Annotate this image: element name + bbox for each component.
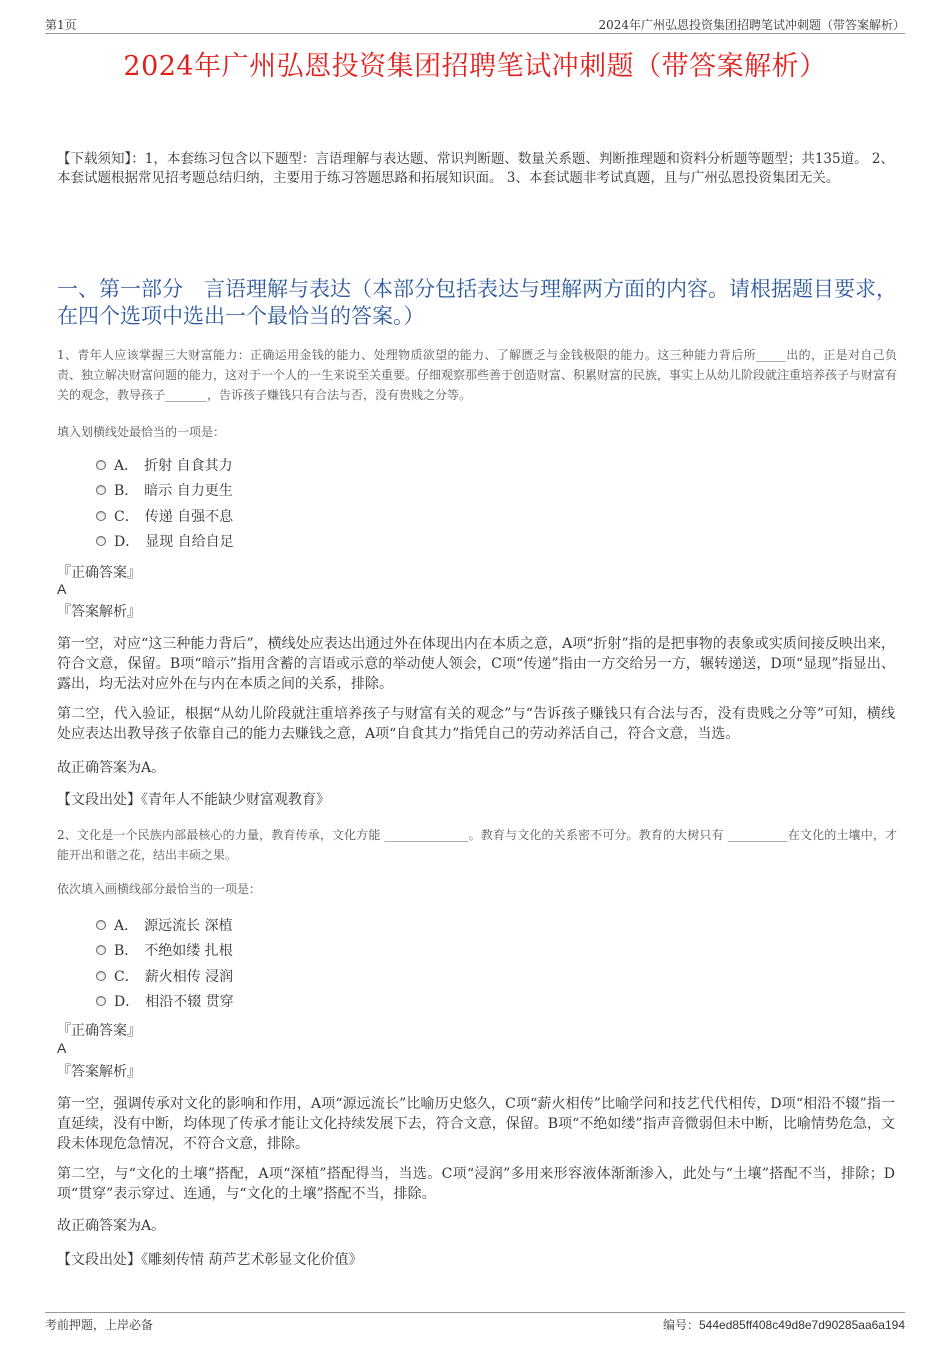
radio-icon[interactable]: [96, 971, 106, 981]
option-text: 显现 自给自足: [145, 534, 234, 551]
question-1-analysis-label: 『答案解析』: [57, 604, 141, 620]
option-letter: D．: [114, 994, 140, 1011]
option-letter: A．: [114, 457, 139, 474]
page-title: 2024年广州弘恩投资集团招聘笔试冲刺题（带答案解析）: [123, 51, 827, 82]
question-1-answer-label: 『正确答案』: [57, 565, 141, 581]
radio-icon[interactable]: [96, 485, 106, 495]
question-1-option-c[interactable]: [96, 503, 234, 529]
question-1-source: 【文段出处】《青年人不能缺少财富观教育》: [57, 792, 330, 808]
radio-icon[interactable]: [96, 996, 106, 1006]
question-1-options: [96, 452, 234, 554]
question-2-option-d[interactable]: [96, 989, 234, 1015]
radio-icon[interactable]: [96, 920, 106, 930]
radio-icon[interactable]: [96, 460, 106, 470]
option-text: 暗示 自力更生: [144, 483, 233, 500]
header-doc-title: 2024年广州弘恩投资集团招聘笔试冲刺题（带答案解析）: [598, 18, 905, 32]
question-1-option-d[interactable]: [96, 529, 234, 555]
question-2-options: [96, 912, 234, 1014]
footer-code-value: 544ed85ff408c49d8e7d90285aa6a194: [699, 1318, 905, 1332]
option-text: 相沿不辍 贯穿: [145, 994, 234, 1011]
question-2-analysis-1: 第一空，强调传承对文化的影响和作用，A项“源远流长”比喻历史悠久，C项“薪火相传”比喻学问和技艺代代相传，D项“相沿不辍”指一直延续，没有中断，均体现了传承才能让文化持续发展下去，符合文意，保留。B项“不绝如缕”指声音微弱但未中断，比喻情势危急，文段未体现危急情况，不符合文意，排除。: [57, 1096, 895, 1152]
question-1-analysis-2: 第二空，代入验证，根据“从幼儿阶段就注重培养孩子与财富有关的观念”与“告诉孩子赚钱只有合法与否，没有贵贱之分等”可知，横线处应表达出教导孩子依靠自己的能力去赚钱之意，A项“自食其力”指凭自己的劳动养活自己，符合文意，当选。: [57, 706, 895, 742]
option-letter: B．: [114, 943, 139, 960]
option-text: 传递 自强不息: [144, 508, 234, 525]
option-letter: A．: [114, 917, 139, 934]
question-2-prompt: 依次填入画横线部分最恰当的一项是：: [57, 882, 262, 896]
question-2-option-b[interactable]: [96, 938, 234, 964]
page-number: 第1页: [45, 18, 77, 32]
question-2-stem: 2、文化是一个民族内部最核心的力量，教育传承，文化方能 ______________。教育与文化的关系密不可分。教育的大树只有 __________在文化的土壤中，才能开出和谐之花，结出丰硕之果。: [57, 828, 897, 862]
question-1-analysis-1: 第一空，对应“这三种能力背后”，横线处应表达出通过外在体现出内在本质之意，A项“折射”指的是把事物的表象或实质间接反映出来，符合文意，保留。B项“暗示”指用含蓄的言语或示意的举动使人领会，C项“传递”指由一方交给另一方，辗转递送，D项“显现”指显出、露出，均无法对应外在与内在本质之间的关系，排除。: [57, 636, 895, 692]
question-2-option-c[interactable]: [96, 963, 234, 989]
page-footer: [45, 1312, 905, 1332]
footer-code: [663, 1316, 905, 1333]
question-2-analysis-3: 故正确答案为A。: [57, 1218, 166, 1234]
download-notice: 【下载须知】：1，本套练习包含以下题型：言语理解与表达题、常识判断题、数量关系题、判断推理题和资料分析题等题型；共135道。 2、本套试题根据常见招考题总结归纳，主要用于练习答题思路和拓展知识面。 3、本套试题非考试真题，且与广州弘恩投资集团无关。: [57, 151, 894, 186]
question-2-analysis-2: 第二空，与“文化的土壤”搭配，A项“深植”搭配得当，当选。C项“浸润”多用来形容液体渐渐渗入，此处与“土壤”搭配不当，排除；D项“贯穿”表示穿过、连通，与“文化的土壤”搭配不当，排除。: [57, 1166, 895, 1202]
question-2-analysis-label: 『答案解析』: [57, 1064, 141, 1080]
option-text: 薪火相传 浸润: [144, 968, 234, 985]
question-1-option-a[interactable]: [96, 452, 234, 478]
question-2-answer: A: [57, 1040, 67, 1056]
question-2-source: 【文段出处】《雕刻传情 葫芦艺术彰显文化价值》: [57, 1252, 363, 1268]
question-1-stem: 1、青年人应该掌握三大财富能力：正确运用金钱的能力、处理物质欲望的能力、了解匮乏与金钱极限的能力。这三种能力背后所_____出的，正是对自己负责、独立解决财富问题的能力，这对于一个人的一生来说至关重要。仔细观察那些善于创造财富、积累财富的民族，事实上从幼儿阶段就注重培养孩子与财富有关的观念，教导孩子_______，告诉孩子赚钱只有合法与否，没有贵贱之分等。: [57, 348, 898, 402]
question-1-prompt: 填入划横线处最恰当的一项是：: [57, 425, 226, 439]
option-letter: C．: [114, 968, 139, 985]
option-letter: D．: [114, 534, 140, 551]
radio-icon[interactable]: [96, 536, 106, 546]
option-letter: B．: [114, 483, 139, 500]
page-header: [45, 14, 905, 34]
question-1-answer: A: [57, 581, 67, 597]
footer-slogan: 考前押题，上岸必备: [45, 1318, 154, 1332]
option-letter: C．: [114, 508, 139, 525]
option-text: 源远流长 深植: [144, 917, 233, 934]
footer-code-label: 编号：: [662, 1318, 699, 1332]
question-2-answer-label: 『正确答案』: [57, 1023, 141, 1039]
question-1-analysis-3: 故正确答案为A。: [57, 760, 166, 776]
option-text: 折射 自食其力: [144, 457, 233, 474]
section-heading: 一、第一部分 言语理解与表达（本部分包括表达与理解两方面的内容。请根据题目要求，在四个选项中选出一个最恰当的答案。）: [57, 277, 897, 328]
question-2-option-a[interactable]: [96, 912, 234, 938]
radio-icon[interactable]: [96, 945, 106, 955]
radio-icon[interactable]: [96, 511, 106, 521]
question-1-option-b[interactable]: [96, 478, 234, 504]
option-text: 不绝如缕 扎根: [144, 943, 233, 960]
